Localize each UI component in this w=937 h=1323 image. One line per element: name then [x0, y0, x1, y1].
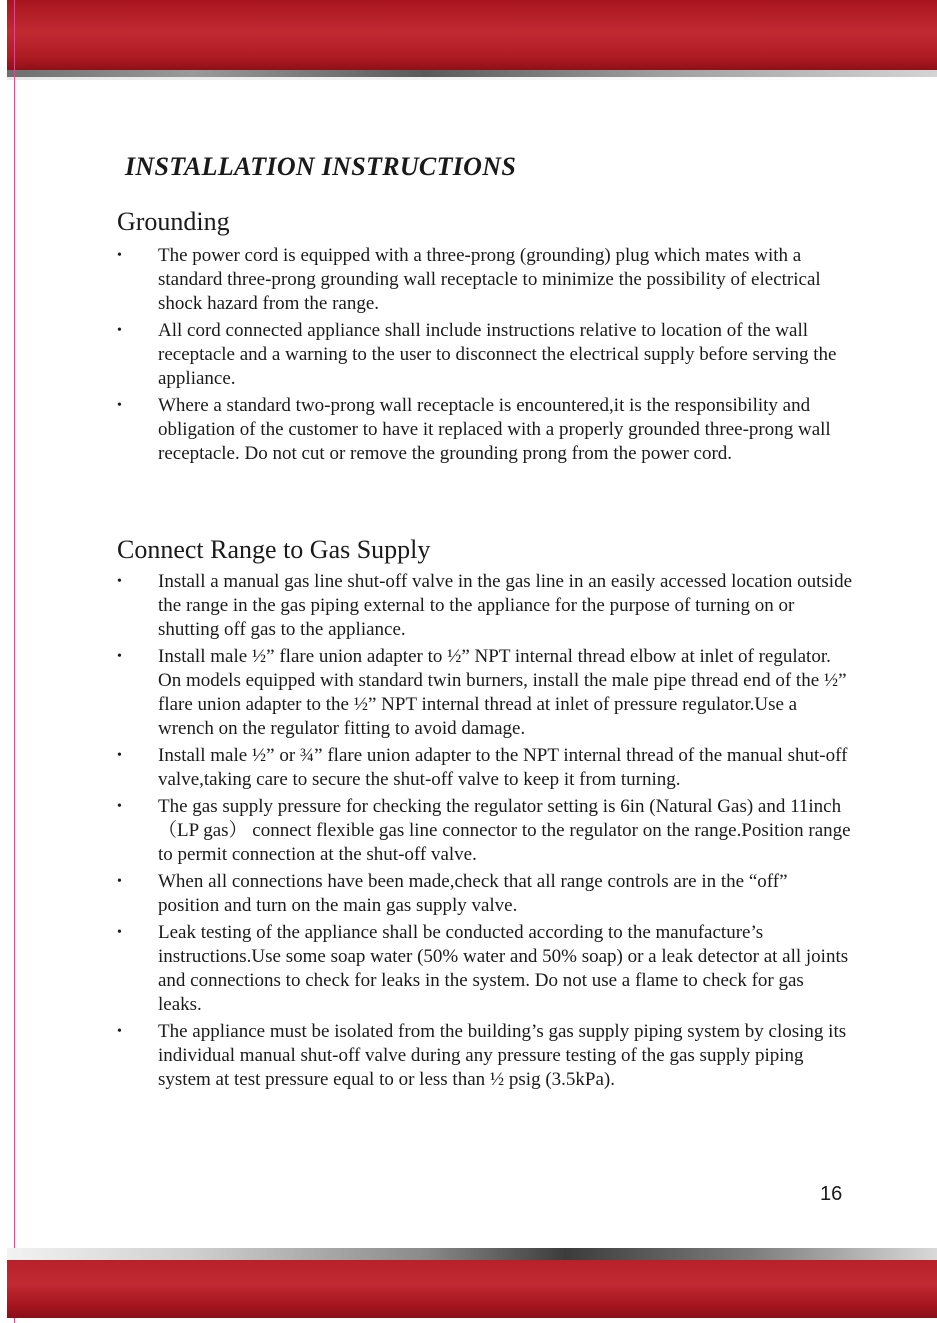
bullet-icon: •: [117, 874, 122, 889]
list-item-text: Where a standard two-prong wall receptacle is encountered,it is the responsibility and obligation of the customer to have it replaced with a properly grounded three-prong wall receptacle. Do not cut or remove the grounding prong from the power cord.: [158, 395, 831, 464]
list-item-text: Install male ½” flare union adapter to ½” NPT internal thread elbow at inlet of regulator. On models equipped with standard twin burners, install the male pipe thread end of the ½” flare union adapter to the ½” NPT internal thread at inlet of pressure regulator.Use a wrench on the regulator fitting to avoid damage.: [158, 646, 847, 739]
list-item-text: Install a manual gas line shut-off valve in the gas line in an easily accessed location outside the range in the gas piping external to the appliance for the purpose of turning on or shutting off gas to the appliance.: [158, 571, 853, 640]
list-item-text: Install male ½” or ¾” flare union adapter to the NPT internal thread of the manual shut-off valve,taking care to secure the shut-off valve to keep it from turning.: [158, 745, 848, 790]
bullet-icon: •: [117, 925, 122, 940]
bullet-icon: •: [117, 574, 122, 589]
footer-stripe: [7, 1248, 937, 1260]
header-stripe: [7, 70, 937, 80]
list-item: [117, 645, 852, 741]
bullet-icon: •: [117, 323, 122, 338]
list-item: [117, 319, 852, 391]
list-item: [117, 394, 852, 466]
footer-band: [7, 1260, 937, 1318]
page-heading: INSTALLATION INSTRUCTIONS: [125, 152, 517, 181]
grounding-list: [117, 244, 852, 469]
bullet-icon: •: [117, 649, 122, 664]
list-item: [117, 570, 852, 642]
section-title-gas-supply: Connect Range to Gas Supply: [117, 535, 431, 564]
list-item-text: The power cord is equipped with a three-prong (grounding) plug which mates with a standard three-prong grounding wall receptacle to minimize the possibility of electrical shock hazard from the range.: [158, 245, 821, 314]
trim-line: [14, 0, 15, 1323]
page-number: 16: [820, 1183, 843, 1205]
list-item: [117, 744, 852, 792]
bullet-icon: •: [117, 248, 122, 263]
list-item-text: When all connections have been made,check that all range controls are in the “off” position and turn on the main gas supply valve.: [158, 871, 788, 916]
list-item: [117, 1020, 852, 1092]
list-item-text: The gas supply pressure for checking the regulator setting is 6in (Natural Gas) and 11inch（LP gas） connect flexible gas line connector to the regulator on the range.Position range to permit connection at the shut-off valve.: [158, 796, 851, 865]
bullet-icon: •: [117, 748, 122, 763]
list-item-text: The appliance must be isolated from the building’s gas supply piping system by closing its individual manual shut-off valve during any pressure testing of the gas supply piping system at test pressure equal to or less than ½ psig (3.5kPa).: [158, 1021, 847, 1090]
bullet-icon: •: [117, 1024, 122, 1039]
list-item: [117, 795, 852, 867]
list-item-text: Leak testing of the appliance shall be conducted according to the manufacture’s instructions.Use some soap water (50% water and 50% soap) or a leak detector at all joints and connections to check for leaks in the system. Do not use a flame to check for gas leaks.: [158, 922, 849, 1015]
list-item: [117, 870, 852, 918]
list-item: [117, 921, 852, 1017]
list-item: [117, 244, 852, 316]
header-band: [7, 0, 937, 70]
list-item-text: All cord connected appliance shall include instructions relative to location of the wall receptacle and a warning to the user to disconnect the electrical supply before serving the appliance.: [158, 320, 837, 389]
bullet-icon: •: [117, 398, 122, 413]
gas-supply-list: [117, 570, 852, 1095]
bullet-icon: •: [117, 799, 122, 814]
section-title-grounding: Grounding: [117, 207, 230, 236]
